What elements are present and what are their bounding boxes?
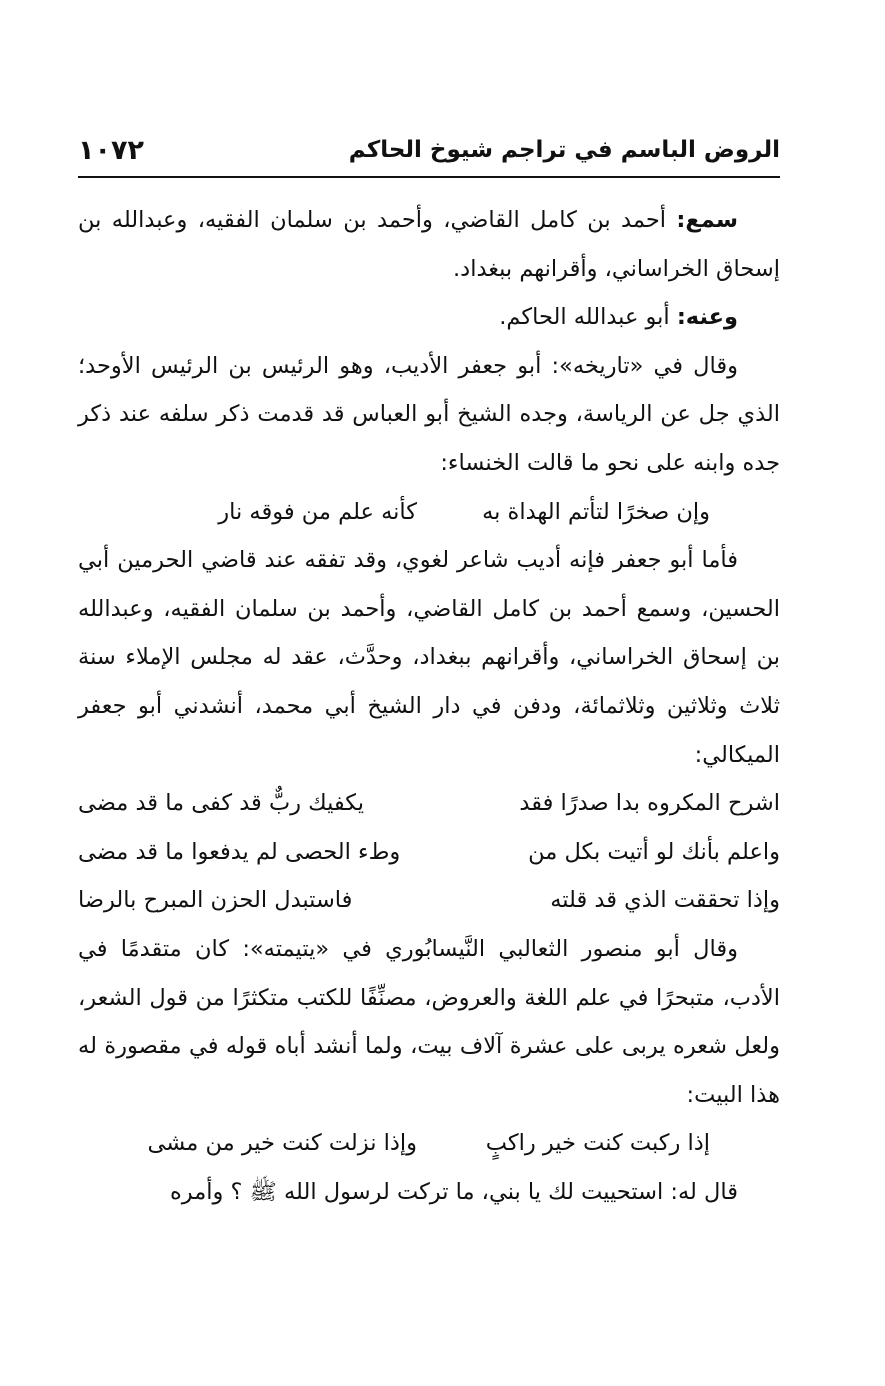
header-divider bbox=[78, 176, 780, 178]
paragraph-heard-from bbox=[78, 196, 780, 293]
paragraph-thaalibi: وقال أبو منصور الثعالبي النَّيسابُوري في «يتيمته»: كان متقدمًا في الأدب، متبحرًا في علم اللغة والعروض، مصنِّفًا للكتب متكثرًا من قول الشعر، ولعل شعره يربى على عشرة آلاف بيت، ولما أنشد أباه قوله في مقصورة له هذا البيت: bbox=[78, 935, 780, 1108]
poem-line-1 bbox=[78, 779, 780, 828]
paragraph-biography: فأما أبو جعفر فإنه أديب شاعر لغوي، وقد تفقه عند قاضي الحرمين أبي الحسين، وسمع أحمد بن كامل القاضي، وأحمد بن سلمان الفقيه، وعبدالله بن إسحاق الخراساني، وأقرانهم ببغداد، وحدَّث، عقد له مجلس الإملاء سنة ثلاث وثلاثين وثلاثمائة، ودفن في دار الشيخ أبي محمد، أنشدني أبو جعفر الميكالي: bbox=[78, 547, 780, 768]
verse-first-hemistich: وإذا تحققت الذي قد قلته bbox=[550, 887, 780, 914]
paragraph-lead-heard: سمع: bbox=[676, 207, 738, 233]
paragraph-lead-from-him: وعنه: bbox=[676, 304, 738, 331]
poem-line-3 bbox=[78, 876, 780, 925]
verse-second-hemistich: كأنه علم من فوقه نار bbox=[218, 498, 417, 525]
paragraph-text: أحمد بن كامل القاضي، وأحمد بن سلمان الفقيه، وعبدالله بن إسحاق الخراساني، وأقرانهم ببغداد. bbox=[78, 207, 780, 282]
verse-second-hemistich: يكفيك ربٌّ قد كفى ما قد مضى bbox=[78, 790, 364, 817]
verse-first-hemistich: اشرح المكروه بدا صدرًا فقد bbox=[519, 790, 780, 817]
page-number: ١٠٧٢ bbox=[78, 134, 144, 166]
book-page bbox=[78, 0, 780, 1386]
page-body bbox=[78, 196, 780, 1216]
verse-khansa bbox=[78, 488, 780, 537]
page-header bbox=[78, 128, 780, 172]
verse-maqsura bbox=[78, 1119, 780, 1168]
poem-line-2 bbox=[78, 828, 780, 877]
paragraph-text: أبو عبدالله الحاكم. bbox=[499, 304, 677, 331]
verse-second-hemistich: وطء الحصى لم يدفعوا ما قد مضى bbox=[78, 838, 401, 865]
verse-second-hemistich: وإذا نزلت كنت خير من مشى bbox=[147, 1130, 417, 1157]
paragraph-narrators bbox=[78, 293, 780, 342]
verse-first-hemistich: واعلم بأنك لو أتيت بكل من bbox=[528, 838, 780, 865]
verse-first-hemistich: وإن صخرًا لتأتم الهداة به bbox=[482, 498, 710, 525]
running-title: الروض الباسم في تراجم شيوخ الحاكم bbox=[348, 137, 780, 163]
verse-first-hemistich: إذا ركبت كنت خير راكبٍ bbox=[485, 1130, 710, 1157]
verse-second-hemistich: فاستبدل الحزن المبرح بالرضا bbox=[78, 887, 353, 914]
paragraph-father-reply: قال له: استحييت لك يا بني، ما تركت لرسول الله ﷺ ؟ وأمره bbox=[170, 1178, 738, 1205]
paragraph-history: وقال في «تاريخه»: أبو جعفر الأديب، وهو الرئيس بن الرئيس الأوحد؛ الذي جل عن الرياسة، وجده الشيخ أبو العباس قد قدمت ذكر سلفه عند ذكر جده وابنه على نحو ما قالت الخنساء: bbox=[78, 352, 780, 476]
